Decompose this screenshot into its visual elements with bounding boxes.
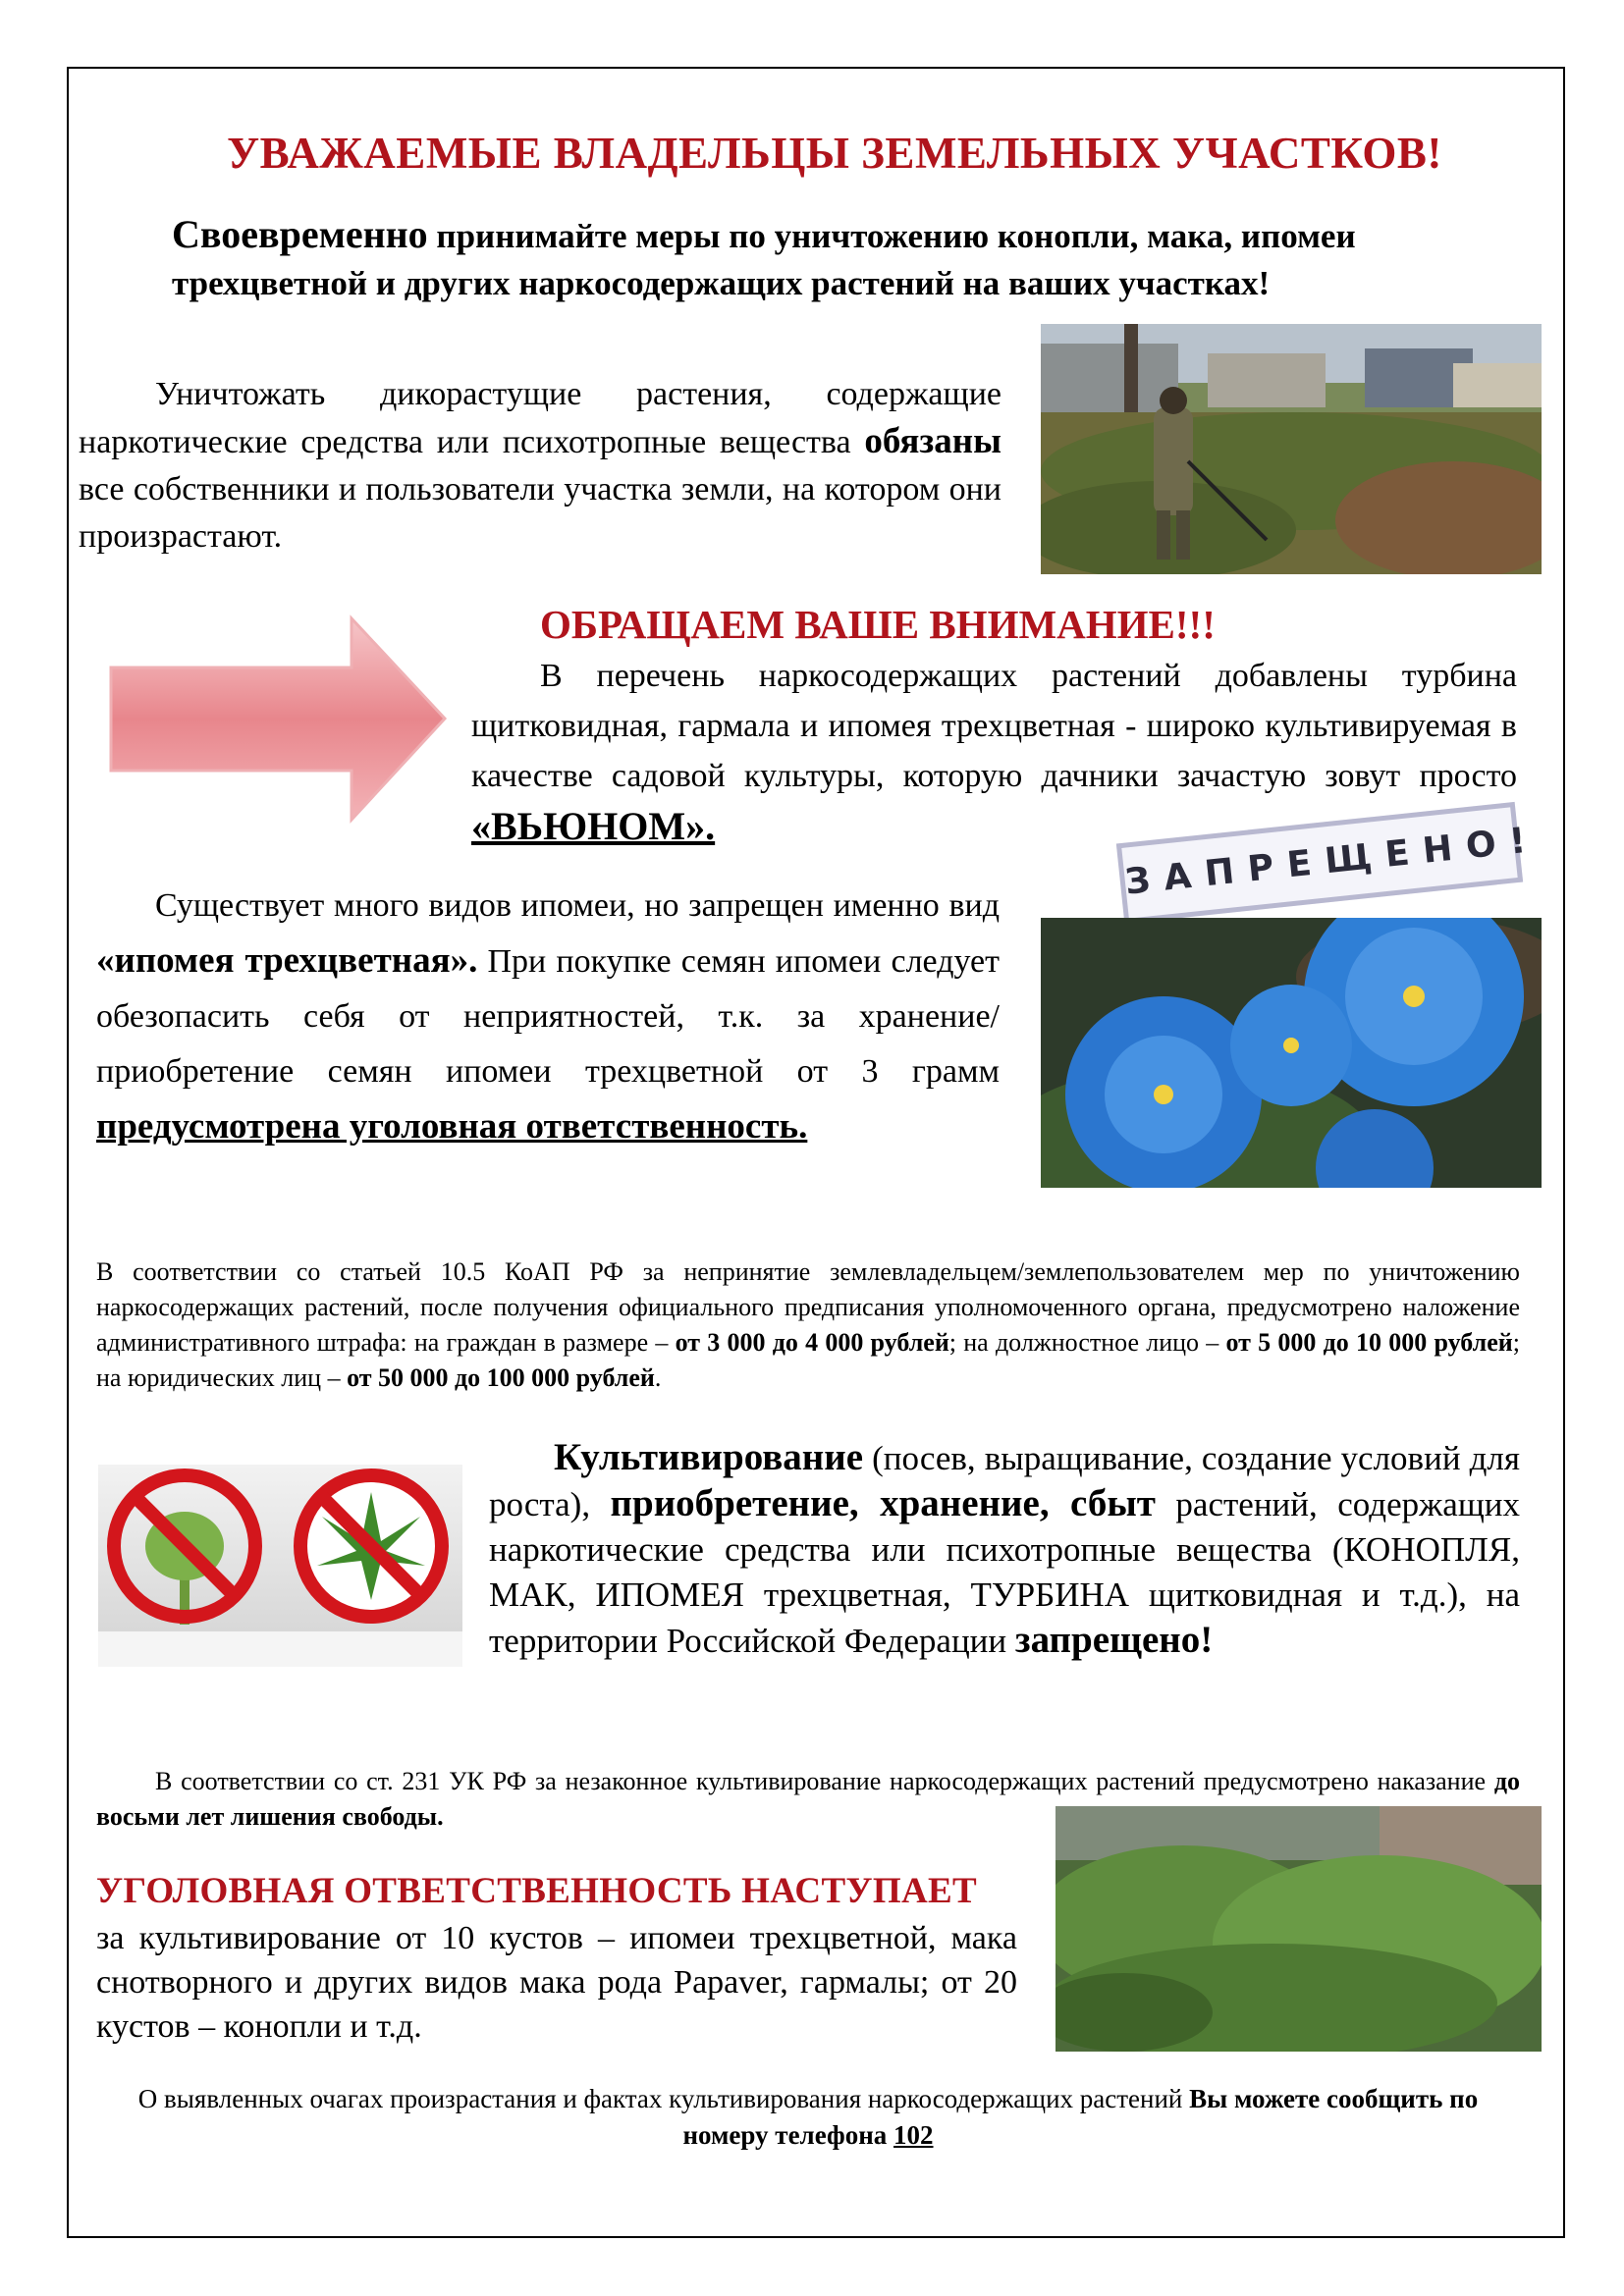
owners-text-b: все собственники и пользователи участка земли, на котором они произрастают. [79, 471, 1001, 555]
attention-bold: «ВЬЮНОМ». [471, 804, 716, 848]
footer-paragraph [96, 2081, 1520, 2154]
prohibited-plants-sign [96, 1463, 464, 1669]
ipomea-paragraph [96, 879, 1000, 1155]
fine-citizens: от 3 000 до 4 000 рублей [675, 1328, 949, 1357]
owners-bold: обязаны [864, 421, 1001, 461]
criminal-liability-title: УГОЛОВНАЯ ОТВЕТСТВЕННОСТЬ НАСТУПАЕТ [96, 1871, 977, 1911]
fine-paragraph [96, 1255, 1520, 1396]
forbidden-stamp: ЗАПРЕЩЕНО! [1116, 802, 1523, 924]
photo-blue-flowers [1041, 918, 1542, 1188]
photo-worker-mowing [1041, 324, 1542, 574]
photo-cannabis-bushes [1056, 1806, 1542, 2052]
article-231-text: В соответствии со ст. 231 УК РФ за незаконное культивирование наркосодержащих растений предусмотрено наказание [155, 1767, 1494, 1795]
footer-text: О выявленных очагах произрастания и фактах культивирования наркосодержащих растений [137, 2084, 1190, 2113]
owners-paragraph [79, 371, 1001, 561]
fine-text-b: ; на должностное лицо – [948, 1328, 1226, 1357]
footer-bold: Вы можете сообщить по номеру телефона [682, 2084, 1479, 2150]
fine-legal: от 50 000 до 100 000 рублей [347, 1363, 655, 1392]
ipomea-underline: предусмотрена уголовная ответственность. [96, 1106, 808, 1147]
attention-text: В перечень наркосодержащих растений добавлены турбина щитковидная, гармала и ипомея трехцветная - широко культивируемая в качестве садовой культуры, которую дачники зачастую зовут просто [471, 658, 1517, 794]
footer-phone-number: 102 [893, 2120, 934, 2150]
owners-text-a: Уничтожать дикорастущие растения, содержащие наркотические средства или психотропные вещества [79, 376, 1001, 460]
fine-text-d: . [654, 1363, 662, 1392]
ipomea-text-b: При покупке семян ипомеи следует обезопасить себя от неприятностей, т.к. за хранение/приобретение семян ипомеи трехцветной от 3 грамм [96, 943, 1000, 1090]
cultivation-paragraph [489, 1435, 1520, 1664]
attention-title: ОБРАЩАЕМ ВАШЕ ВНИМАНИЕ!!! [540, 602, 1216, 647]
cultivation-bold-2: приобретение, хранение, сбыт [610, 1482, 1156, 1524]
cultivation-bold-3: запрещено! [1014, 1619, 1214, 1661]
article-231-bold: до восьми лет лишения свободы. [96, 1767, 1520, 1831]
subtitle-rest: принимайте меры по уничтожению конопли, мака, ипомеи трехцветной и других наркосодержащих растений на ваших участках! [172, 217, 1356, 302]
cultivation-bold-1: Культивирование [554, 1436, 864, 1478]
subtitle [172, 211, 1527, 307]
cultivation-text-b: растений, содержащих наркотические средства или психотропные вещества (КОНОПЛЯ, МАК, ИПОМЕЯ трехцветная, ТУРБИНА щитковидная и т.д.), на территории Российской Федерации [489, 1485, 1520, 1660]
fine-officials: от 5 000 до 10 000 рублей [1225, 1328, 1513, 1357]
cultivation-text-a: (посев, выращивание, создание условий для роста), [489, 1439, 1520, 1523]
criminal-liability-paragraph: за культивирование от 10 кустов – ипомеи трехцветной, мака снотворного и других видов мака рода Papaver, гармалы; от 20 кустов – конопли и т.д. [96, 1920, 1017, 2045]
fine-text-a: В соответствии со статьей 10.5 КоАП РФ за непринятие землевладельцем/землепользователем мер по уничтожению наркосодержащих растений, после получения официального предписания уполномоченного органа, предусмотрено наложение административного штрафа: на граждан в размере – [96, 1257, 1520, 1357]
arrow-right-icon [106, 614, 450, 825]
cannabis-prohibited-icon [300, 1475, 442, 1617]
page-title: УВАЖАЕМЫЕ ВЛАДЕЛЬЦЫ ЗЕМЕЛЬНЫХ УЧАСТКОВ! [227, 129, 1442, 178]
fine-text-c: ; на юридических лиц – [96, 1328, 1520, 1392]
subtitle-lead: Своевременно [172, 212, 428, 256]
ipomea-text-a: Существует много видов ипомеи, но запрещен именно вид [155, 887, 1000, 924]
ipomea-bold: «ипомея трехцветная». [96, 940, 478, 981]
